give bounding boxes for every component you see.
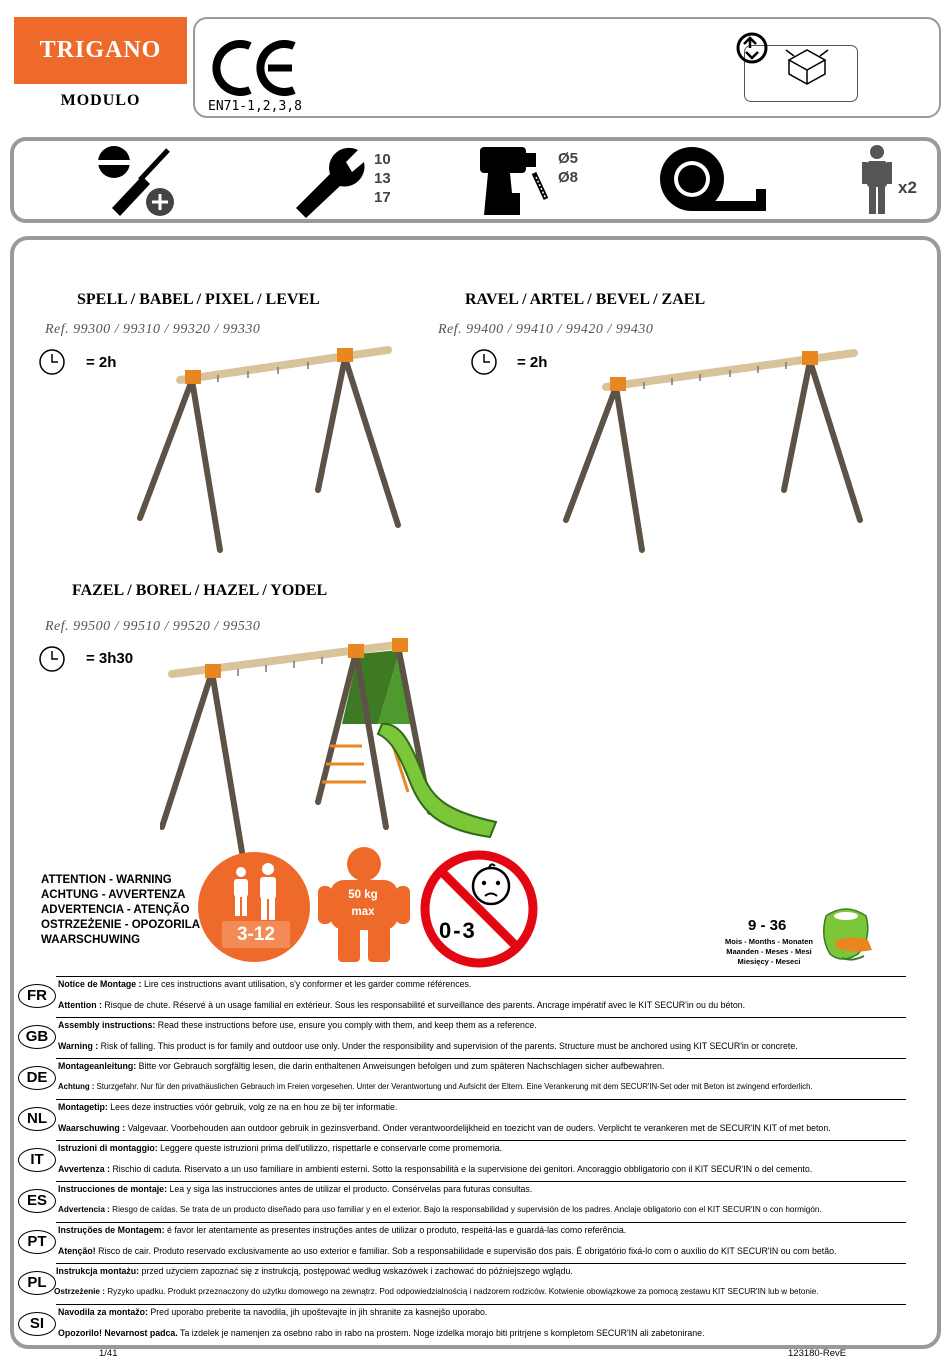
baby-seat-units: Mois - Months - Monaten Maanden - Meses - Mesi Miesięcy - Meseci — [725, 937, 813, 966]
screwdriver-icon — [92, 144, 182, 220]
lang-code: GB — [18, 1025, 56, 1049]
tape-measure-icon — [658, 145, 770, 217]
children-icon — [226, 862, 286, 920]
lang-code: SI — [18, 1312, 56, 1336]
lang-row-si: SI Navodila za montažo: Pred uporabo preberite ta navodila, jih upoštevajte in jih shranite za kasnejšo uporabo. Opozorilo! Nevarnost padca. Ta izdelek je namenjen za osebno rabo in rabo na prostem. Noge izdelka morajo biti pritrjene s kompletom SECUR'IN ali zabetonirane. — [16, 1304, 906, 1345]
clock-icon — [38, 348, 66, 376]
model-2-ref: Ref. 99400 / 99410 / 99420 / 99430 — [438, 322, 654, 337]
model-1-title: SPELL / BABEL / PIXEL / LEVEL — [77, 291, 320, 308]
warning-heading: ATTENTION - WARNING ACHTUNG - AVVERTENZA ADVERTENCIA - ATENÇÃO OSTRZEŻENIE - OPOZORILA WAARSCHUWING — [41, 874, 201, 946]
model-1-time: = 2h — [86, 354, 117, 371]
model-3-ref: Ref. 99500 / 99510 / 99520 / 99530 — [45, 619, 261, 634]
lang-row-pl: PL Instrukcja montażu: przed użyciem zapoznać się z instrukcją, postępować według wskazówek i zachować do późniejszego wglądu. Ostrzeżenie : Ryzyko upadku. Produkt przeznaczony do użytku domowego na zewnątrz. Pod odpowiedzialnością i nadzorem rodziców. Kotwienie obowiązkowe za pomocą zestawu KIT SECUR'IN lub w betonie. — [16, 1263, 906, 1304]
person-icon — [862, 144, 892, 216]
drill-bit-8: Ø8 — [558, 169, 579, 186]
lang-code: PL — [18, 1271, 56, 1295]
ce-mark-icon — [212, 38, 302, 98]
brand-subtitle: MODULO — [60, 92, 141, 109]
lang-row-fr: FR Notice de Montage : Lire ces instructions avant utilisation, s'y conformer et les garder comme références. Attention : Risque de chute. Réservé à un usage familial en extérieur. Sous les responsabilité et surveillance des parents. Ancrage impératif avec le KIT SECUR'in ou du béton. — [16, 976, 906, 1017]
lang-row-es: ES Instrucciones de montaje: Lea y siga las instrucciones antes de utilizar el producto. Consérvelas para futuras consultas. Advertencia : Riesgo de caídas. Se trata de un producto diseñado para uso familiar y en el exterior. Bajo la responsabilidad y supervisión de los padres. Anclaje obligatorio con el KIT SECUR'IN o con hormigón. — [16, 1181, 906, 1222]
model-3-title: FAZEL / BOREL / HAZEL / YODEL — [72, 582, 328, 599]
wrench-size-10: 10 — [374, 151, 391, 168]
page-number: 1/41 — [99, 1348, 118, 1359]
lang-code: IT — [18, 1148, 56, 1172]
clock-icon — [470, 348, 498, 376]
lang-row-de: DE Montageanleitung: Bitte vor Gebrauch sorgfältig lesen, die darin enthaltenen Anweisungen befolgen und zum späteren Nachschlagen sicher aufbewahren. Achtung : Sturzgefahr. Nur für den privathäuslichen Gebrauch im Freien vorgesehen. Unter der Verantwortung und Aufsicht der Eltern. Eine Verankerung mit dem SECUR'IN-Set oder mit Beton ist zwingend erforderlich. — [16, 1058, 906, 1099]
lang-row-it: IT Istruzioni di montaggio: Leggere queste istruzioni prima dell'utilizzo, rispettarle e conservarle come promemoria. Avvertenza : Rischio di caduta. Riservato a un uso familiare in ambienti esterni. Sotto la responsabilità e la supervisione dei genitori. Ancoraggio obbligatorio con il KIT SECUR'IN o del cemento. — [16, 1140, 906, 1181]
wrench-size-13: 13 — [374, 170, 391, 187]
lang-code: FR — [18, 984, 56, 1008]
swing-slide-illustration — [160, 632, 505, 854]
persons-count: x2 — [898, 178, 917, 197]
swing-illustration-1 — [130, 340, 410, 555]
drill-bit-5: Ø5 — [558, 150, 579, 167]
model-2-title: RAVEL / ARTEL / BEVEL / ZAEL — [465, 291, 706, 308]
brand-logo: TRIGANO — [14, 17, 187, 84]
lang-code: ES — [18, 1189, 56, 1213]
recycle-icon — [734, 30, 854, 95]
forbidden-age-label: 0-3 — [439, 918, 477, 943]
document-reference: 123180-RevE — [788, 1348, 847, 1359]
wrench-size-17: 17 — [374, 189, 391, 206]
no-under-3-icon — [417, 850, 541, 968]
lang-code: NL — [18, 1107, 56, 1131]
lang-row-nl: NL Montagetip: Lees deze instructies vóór gebruik, volg ze na en hou ze bij ter informatie. Waarschuwing : Valgevaar. Voorbehouden aan outdoor gebruik in gezinsverband. Onder verantwoordelijkheid en toezicht van de ouders. Verplicht te verankeren met de SECUR'IN KIT of met beton. — [16, 1099, 906, 1140]
lang-row-pt: PT Instruções de Montagem: é favor ler atentamente as presentes instruções antes de utilizar o produto, respeitá-las e guardá-las como referência. Atenção! Risco de cair. Produto reservado exclusivamente ao uso exterior e familiar. Sob a responsabilidade e supervisão dos pais. É obrigatório fixá-lo com o auxílio do KIT SECUR'IN ou com betão. — [16, 1222, 906, 1263]
max-weight-label: 50 kg max — [348, 889, 378, 918]
swing-illustration-2 — [558, 345, 870, 557]
baby-seat-range: 9 - 36 — [748, 917, 787, 934]
model-1-ref: Ref. 99300 / 99310 / 99320 / 99330 — [45, 322, 261, 337]
model-3-time: = 3h30 — [86, 650, 134, 667]
age-range-label: 3-12 — [222, 921, 290, 948]
norm-text: EN71-1,2,3,8 — [208, 99, 302, 114]
lang-row-gb: GB Assembly instructions: Read these instructions before use, ensure you comply with them, and keep them as a reference. Warning : Risk of falling. This product is for family and outdoor use only. Under the responsibility and supervision of the parents. Structure must be anchored using KIT SECUR'in or concrete. — [16, 1017, 906, 1058]
lang-code: DE — [18, 1066, 56, 1090]
drill-icon — [474, 143, 554, 218]
model-2-time: = 2h — [517, 354, 548, 371]
lang-code: PT — [18, 1230, 56, 1254]
wrench-icon — [288, 144, 370, 218]
baby-seat-icon — [818, 906, 878, 966]
clock-icon — [38, 645, 66, 673]
